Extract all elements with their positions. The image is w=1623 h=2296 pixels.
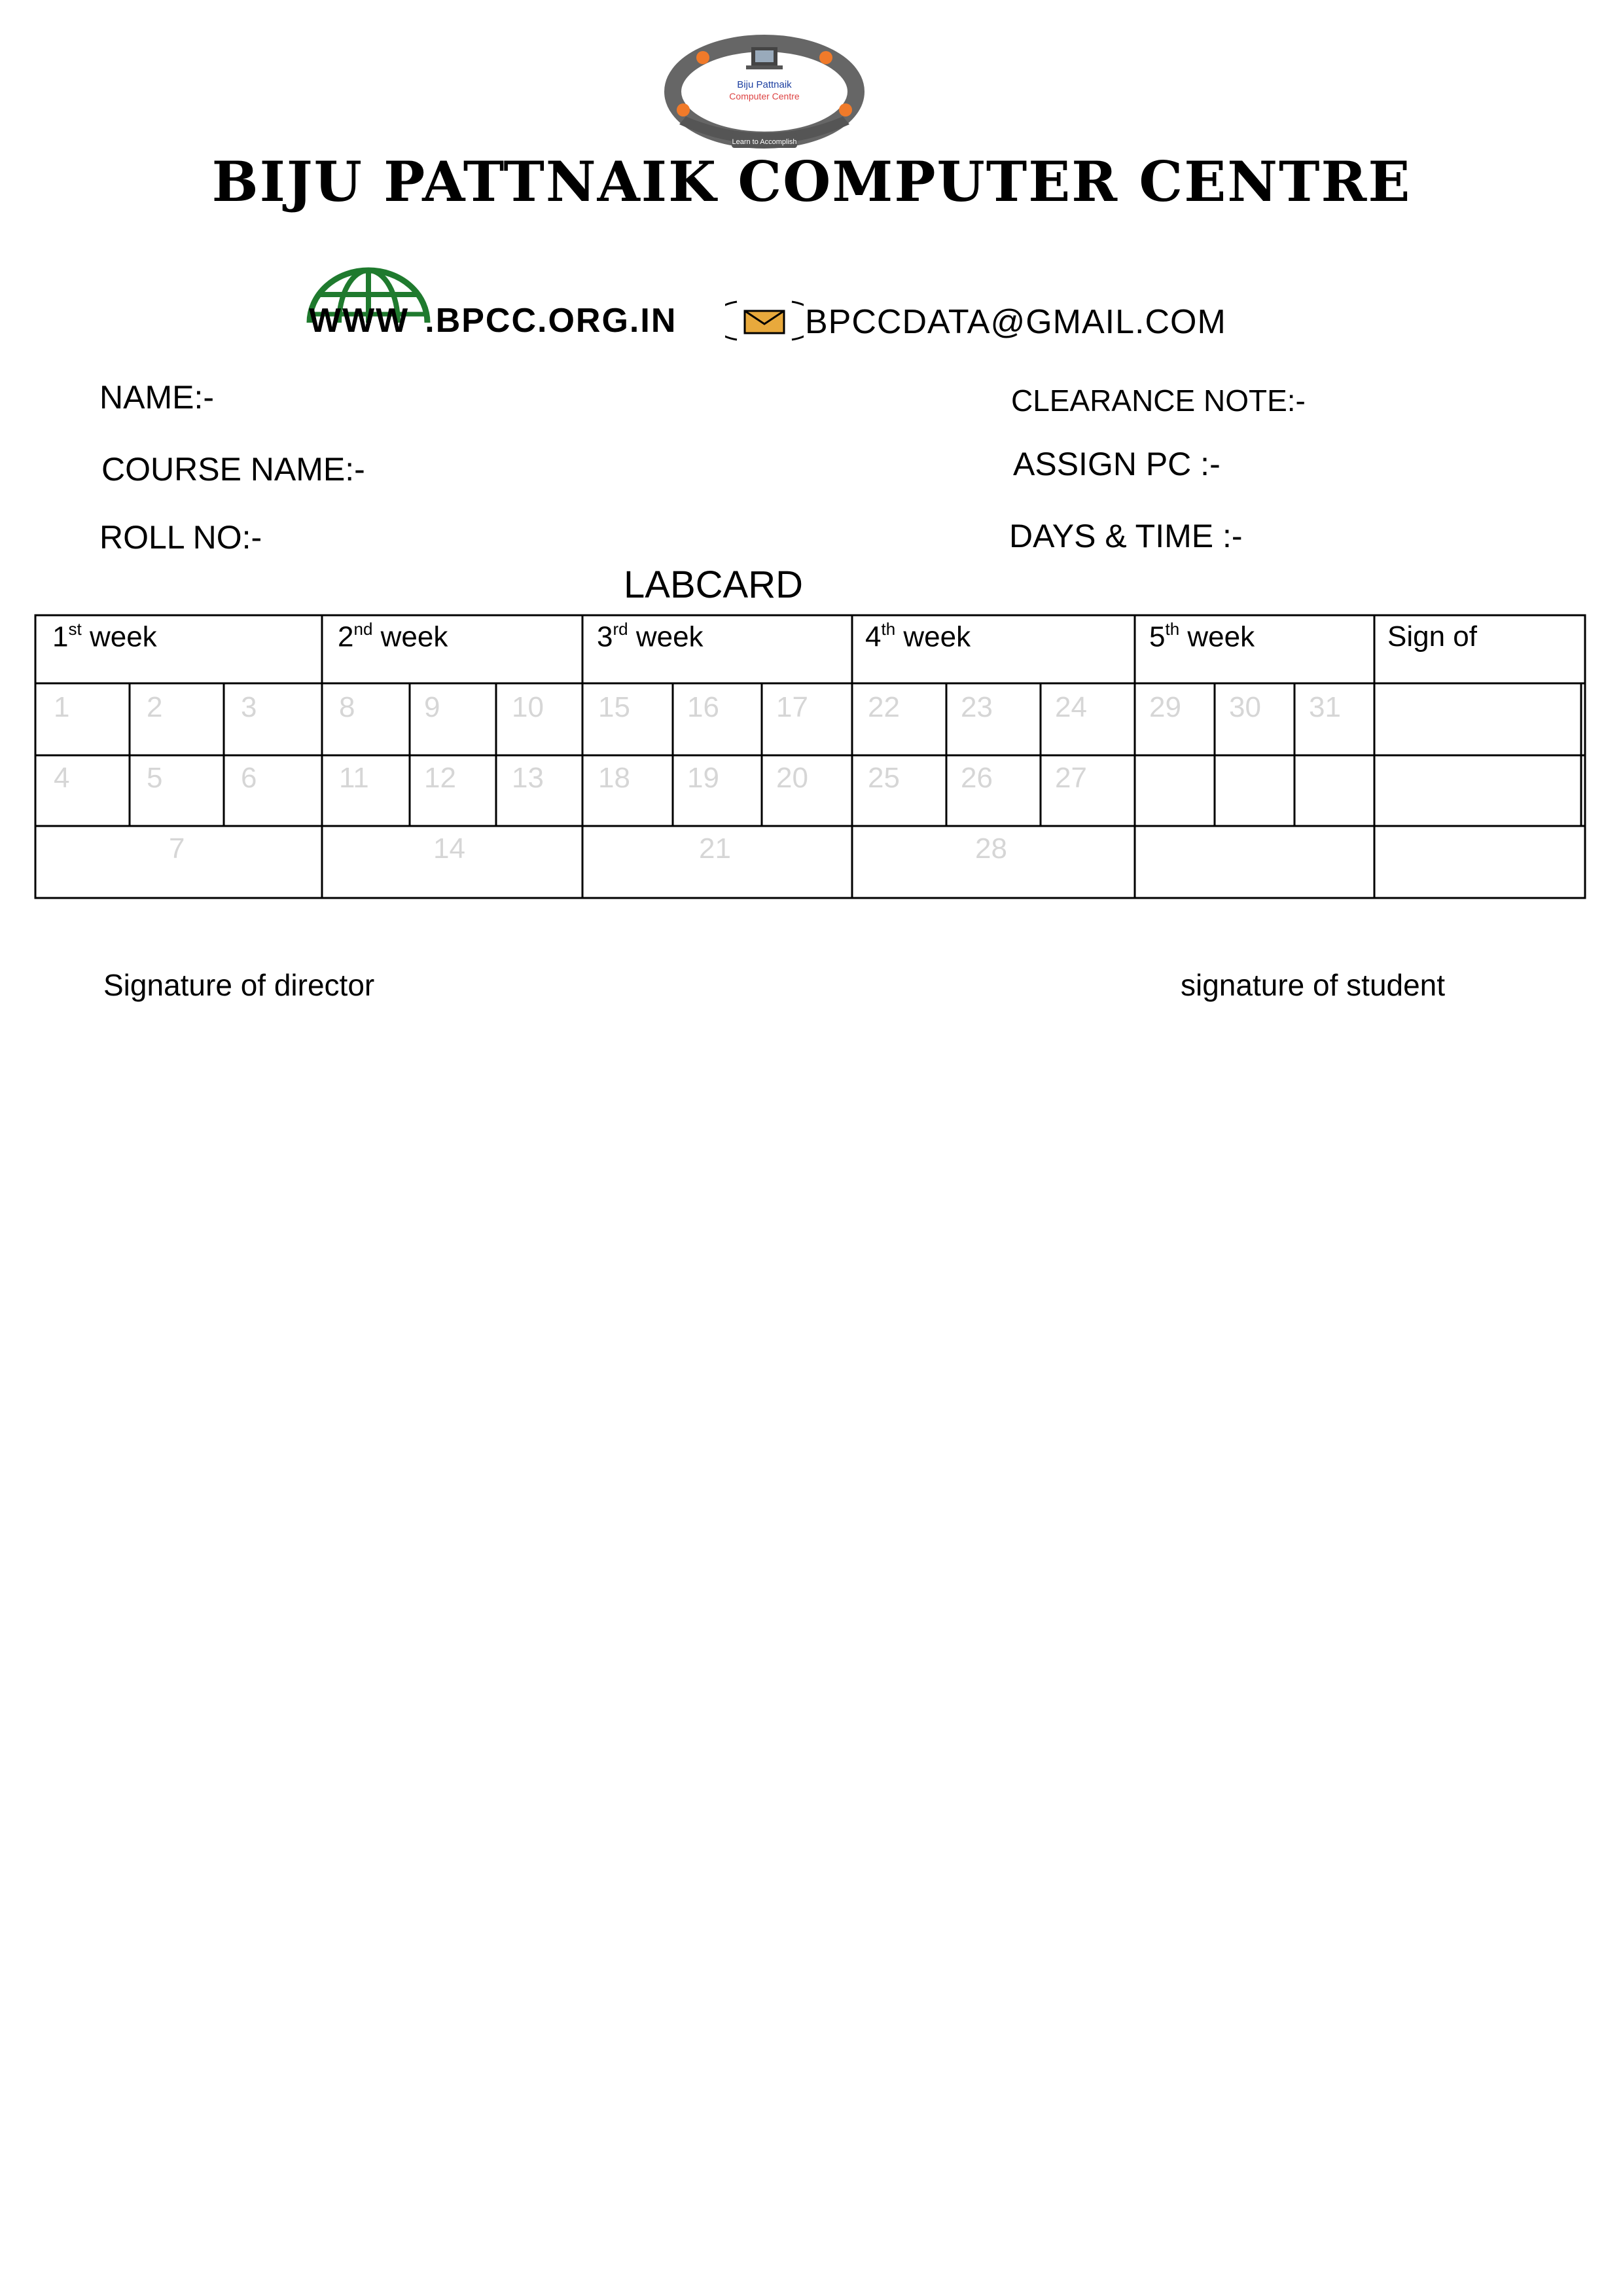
day-cell: 27: [1055, 762, 1087, 794]
logo-name-line1: Biju Pattnaik: [737, 79, 792, 90]
day-cell: 12: [424, 762, 456, 794]
days-time-label: DAYS & TIME :-: [1009, 518, 1243, 554]
email-address[interactable]: BPCCDATA@GMAIL.COM: [805, 303, 1226, 341]
website-link[interactable]: [309, 301, 677, 340]
day-cell: 1: [54, 691, 70, 723]
day-cell: 5: [147, 762, 163, 794]
logo-tagline: Learn to Accomplish: [732, 138, 797, 146]
director-signature-label: Signature of director: [103, 968, 375, 1002]
day-cell: 21: [699, 833, 731, 865]
clearance-note-text: CLEARANCE NOTE: [1011, 384, 1287, 418]
day-cell: 20: [776, 762, 808, 794]
week-header-4: 4th week: [865, 619, 971, 653]
clearance-note-label: [1011, 383, 1306, 418]
day-cell: 11: [339, 762, 369, 794]
day-cell: 16: [687, 691, 719, 723]
day-cell: 28: [975, 833, 1007, 865]
day-cell: 13: [512, 762, 544, 794]
day-cell: 4: [54, 762, 70, 794]
student-signature-label: signature of student: [1181, 968, 1446, 1002]
day-cell: 14: [433, 833, 465, 865]
day-cell: 6: [241, 762, 257, 794]
day-cell: 23: [961, 691, 993, 723]
week-header-5: 5th week: [1149, 619, 1255, 653]
day-cell: 26: [961, 762, 993, 794]
company-logo: [660, 33, 869, 157]
labcard-table: [35, 615, 1585, 898]
name-label: NAME:-: [99, 379, 214, 416]
day-cell: 9: [424, 691, 440, 723]
week-header-2: 2nd week: [338, 619, 448, 653]
day-cell: 25: [868, 762, 900, 794]
day-cell: 18: [598, 762, 630, 794]
week-header-1: 1st week: [52, 619, 157, 653]
course-name-label: COURSE NAME:-: [101, 451, 365, 488]
page-title: BIJU PATTNAIK COMPUTER CENTRE: [211, 149, 1412, 214]
day-cell: 7: [169, 833, 185, 865]
sign-of-header: Sign of: [1387, 620, 1477, 653]
logo-name-line2: Computer Centre: [729, 91, 800, 101]
day-cell: 15: [598, 691, 630, 723]
day-cell: 22: [868, 691, 900, 723]
roll-no-label: ROLL NO:-: [99, 519, 262, 556]
week-header-3: 3rd week: [597, 619, 704, 653]
day-cell: 8: [339, 691, 355, 723]
mail-icon: [725, 298, 804, 344]
day-cell: 19: [687, 762, 719, 794]
clearance-note-suffix: :-: [1287, 384, 1306, 418]
day-cell: 17: [776, 691, 808, 723]
day-cell: 2: [147, 691, 163, 723]
website-prefix: WWW: [309, 302, 410, 340]
day-cell: 24: [1055, 691, 1087, 723]
day-cell: 31: [1309, 691, 1341, 723]
labcard-title: LABCARD: [624, 564, 803, 606]
website-domain: .BPCC.ORG.IN: [425, 302, 677, 340]
day-cell: 3: [241, 691, 257, 723]
day-cell: 29: [1149, 691, 1181, 723]
assign-pc-label: ASSIGN PC :-: [1013, 446, 1221, 482]
day-cell: 10: [512, 691, 544, 723]
day-cell: 30: [1229, 691, 1261, 723]
